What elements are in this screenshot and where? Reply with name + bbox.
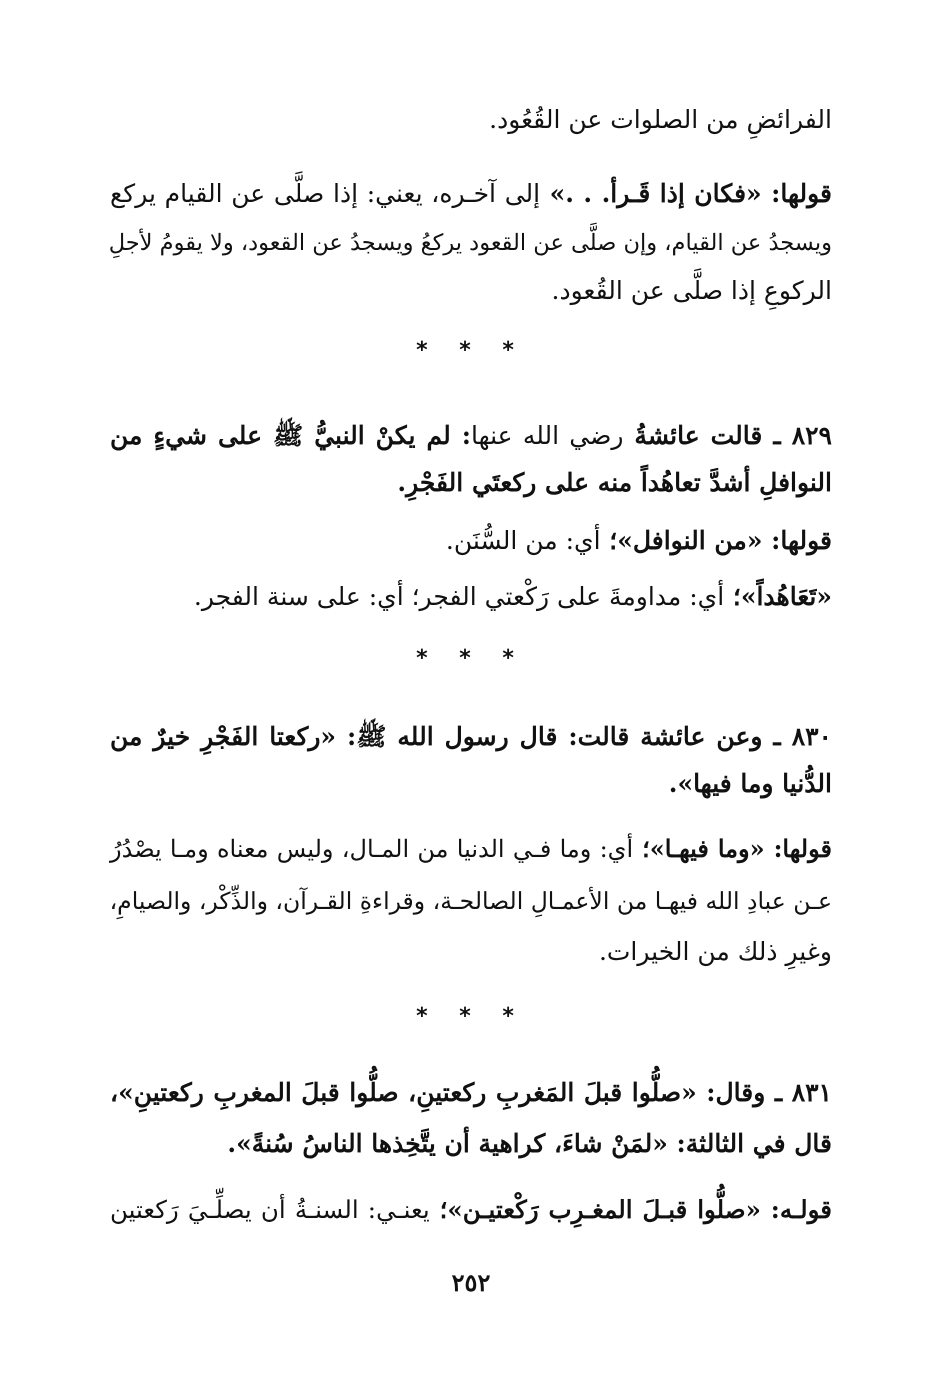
text-run: عـن عبادِ الله فيهـا من الأعمـالِ الصالحـة، وقراءةِ القـرآن، والذِّكْر، والصيامِ،: [109, 887, 832, 915]
bold-text-run: ٨٢٩ ـ قالت عائشةُ: [623, 421, 832, 450]
bold-text-run: قال في الثالثة: «لمَنْ شاءَ، كراهية أن يتَّخِذها الناسُ سُنةً».: [227, 1129, 832, 1158]
hadith-831-line-2: [110, 1127, 832, 1161]
bold-text-run: ٨٣١ ـ وقال: «صلُّوا قبلَ المَغربِ ركعتينِ، صلُّوا قبلَ المغربِ ركعتينِ»،: [110, 1078, 832, 1107]
text-run: أي: مداومةَ على رَكْعتي الفجر؛ أي: على سنة الفجر.: [193, 582, 725, 611]
section-separator-3: * * *: [416, 1004, 526, 1029]
bold-text-run: ٨٣٠ ـ وعن عائشة قالت: قال رسول الله ﷺ: «ركعتا الفَجْرِ خيرٌ من: [110, 722, 832, 751]
text-run: أي: من السُّنَن.: [445, 526, 601, 555]
text-run: الفرائضِ من الصلوات عن القُعُود.: [489, 105, 832, 134]
text-run: وغيرِ ذلك من الخيرات.: [598, 937, 832, 966]
bold-text-run: قولها: «من النوافل»؛: [600, 526, 832, 555]
bold-text-run: «تَعَاهُداً»؛: [724, 582, 832, 611]
bold-text-run: : لم يكنْ النبيُّ ﷺ على شيءٍ من: [110, 421, 471, 450]
text-run: أي: وما فـي الدنيا من المـال، وليس معناه ومـا يصْدُرُ: [110, 835, 634, 863]
hadith-830-line-1: [110, 720, 832, 754]
hadith-829-line-1: [110, 419, 832, 453]
text-run: ويسجدُ عن القيام، وإن صلَّى عن القعود يركعُ ويسجدُ عن القعود، ولا يقومُ لأجلِ: [108, 230, 832, 256]
bold-text-run: قولها: «وما فيهـا»؛: [633, 834, 832, 863]
bold-text-run: قولـه: «صلُّوا قبـلَ المغـرِب رَكْعتيـن»؛: [429, 1195, 832, 1224]
bold-text-run: قولها: «فكان إذا قَـرأ. . .»: [540, 179, 832, 208]
text-line-1: [110, 103, 832, 137]
text-line-4: [110, 274, 832, 308]
section-separator-2: * * *: [416, 646, 526, 671]
commentary-line: [110, 1193, 832, 1227]
commentary-line: [110, 524, 832, 558]
bold-text-run: الدُّنيا وما فيها».: [668, 769, 832, 798]
text-line-2: [110, 177, 832, 211]
commentary-line: [110, 580, 832, 614]
hadith-830-line-2: [110, 767, 832, 801]
text-run: إلى آخـره، يعني: إذا صلَّى عن القيام يركع: [110, 179, 541, 208]
bold-text-run: النوافلِ أشدَّ تعاهُداً منه على ركعتَي الفَجْرِ.: [397, 468, 832, 497]
text-run: رضي الله عنها: [470, 421, 624, 450]
text-line-3: [110, 226, 832, 260]
hadith-829-line-2: [110, 466, 832, 500]
text-run: يعنـي: السنـةُ أن يصلِّـيَ رَكعتين: [110, 1195, 430, 1224]
commentary-line: [110, 935, 832, 969]
section-separator-1: * * *: [416, 338, 526, 363]
page-number: ٢٥٢: [451, 1268, 491, 1297]
commentary-line: [110, 884, 832, 918]
text-run: الركوعِ إذا صلَّى عن القُعود.: [551, 276, 832, 305]
hadith-831-line-1: [110, 1076, 832, 1110]
commentary-line: [110, 832, 832, 866]
